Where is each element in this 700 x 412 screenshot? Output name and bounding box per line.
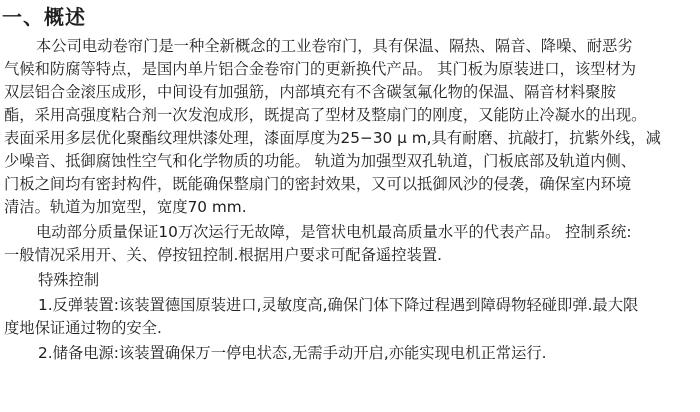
special-control-title: 特殊控制 <box>38 271 100 289</box>
paragraph-line: 一般情况采用开、关、停按钮控制.根据用户要求可配备遥控装置. <box>4 246 443 264</box>
paragraph-line: 双层铝合金滚压成形，中间设有加强筋，内部填充有不含碳氢氟化物的保温、隔音材料聚胺 <box>4 83 616 101</box>
paragraph-line: 少噪音、抵御腐蚀性空气和化学物质的功能。 轨道为加强型双孔轨道，门板底部及轨道内侧、 <box>4 152 637 170</box>
paragraph-line: 酯，采用高强度粘合剂一次发泡成形，既提高了型材及整扇门的刚度，又能防止冷凝水的出现。 <box>4 106 647 124</box>
list-item-rebound: 1.反弹装置:该装置德国原装进口,灵敏度高,确保门体下降过程遇到障碍物轻碰即弹.最大限 <box>38 296 639 314</box>
paragraph-line: 清洁。轨道为加宽型，宽度70 mm. <box>4 198 247 216</box>
section-heading: 一、概述 <box>2 5 86 29</box>
list-item-rebound-cont: 度地保证通过物的安全. <box>4 319 162 337</box>
list-item-backup-power: 2.储备电源:该装置确保万一停电状态,无需手动开启,亦能实现电机正常运行. <box>38 344 547 362</box>
paragraph-line: 本公司电动卷帘门是一种全新概念的工业卷帘门，具有保温、隔热、隔音、降噪、耐恶劣 <box>36 37 633 55</box>
paragraph-line: 门板之间均有密封构件，既能确保整扇门的密封效果，又可以抵御风沙的侵袭，确保室内环境 <box>4 175 632 193</box>
paragraph-line: 电动部分质量保证10万次运行无故障，是管状电机最高质量水平的代表产品。 控制系统: <box>36 223 632 241</box>
paragraph-line: 气候和防腐等特点，是国内单片铝合金卷帘门的更新换代产品。 其门板为原装进口，该型材为 <box>4 60 637 78</box>
paragraph-line: 表面采用多层优化聚酯纹理烘漆处理，漆面厚度为25−30 μ m,具有耐磨、抗敲打，抗紫外线，减 <box>4 129 661 147</box>
